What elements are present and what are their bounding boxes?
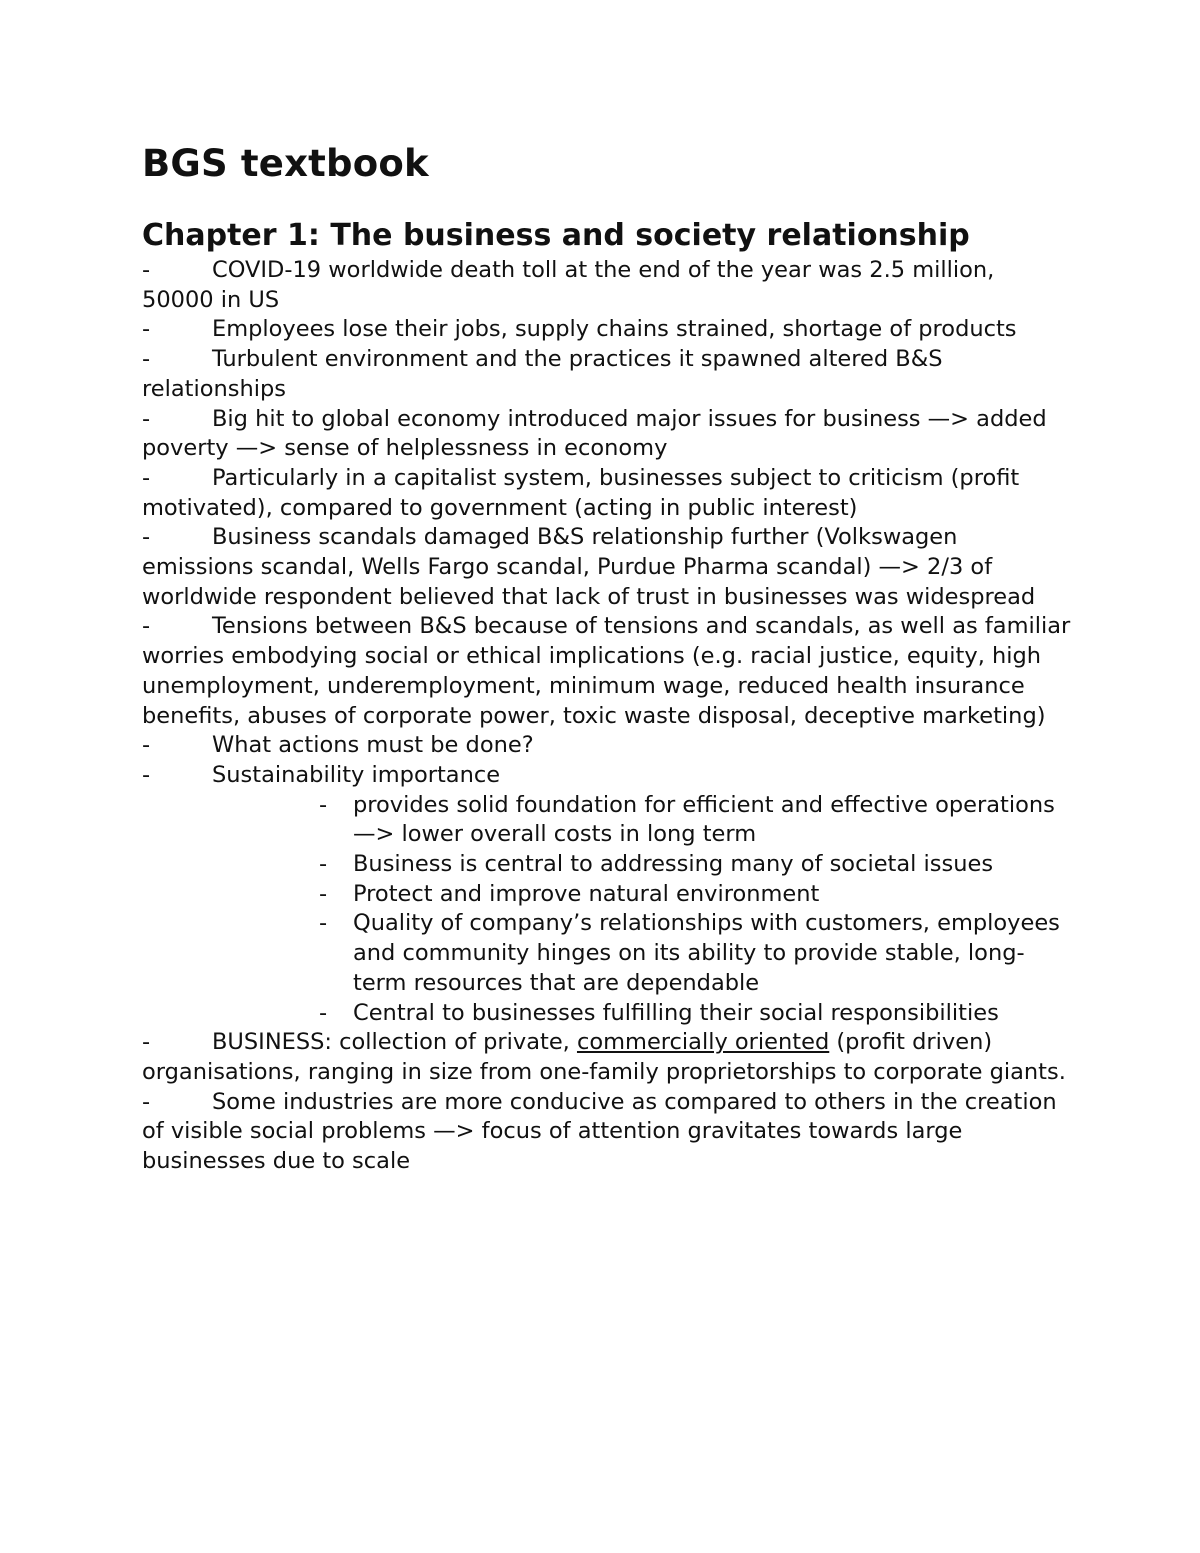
list-item [142,731,1072,761]
bullet-dash: - [142,1088,151,1115]
bullet-dash: - [142,524,151,551]
list-item [142,612,1072,731]
list-item [142,315,1072,345]
sub-bullet-text: provides solid foundation for efficient and effective operations —> lower overall costs in long term [353,791,1055,848]
sub-list-item [319,999,1072,1029]
sub-list-item [319,880,1072,910]
sub-bullet-text: Central to businesses fulfilling their social responsibilities [353,999,999,1026]
list-item [142,761,1072,1028]
sub-list-item [319,791,1072,850]
bullet-dash: - [142,761,151,788]
bullet-text: Turbulent environment and the practices it spawned altered B&S relationships [142,346,943,402]
document-title: BGS textbook [142,142,429,185]
bullet-dash: - [142,732,151,759]
bullet-dash: - [142,405,151,432]
bullet-text: COVID-19 worldwide death toll at the end of the year was 2.5 million, 50000 in US [142,257,995,313]
list-item [142,523,1072,612]
sub-bullet-dash: - [319,880,328,907]
bullet-text: Sustainability importance [212,761,501,788]
bullet-dash: - [142,316,151,343]
sub-bullet-dash: - [319,851,328,878]
bullet-text: Particularly in a capitalist system, businesses subject to criticism (profit motivated), compared to government (acting in public interest) [142,464,1020,521]
sub-bullet-list [142,791,1072,1029]
bullet-dash: - [142,257,151,283]
sub-list-item [319,909,1072,998]
sub-bullet-dash: - [319,791,328,818]
sub-bullet-text: Quality of company’s relationships with customers, employees and community hinges on its ability to provide stable, long-term resources that are dependable [353,910,1060,996]
list-item [142,1088,1072,1177]
sub-list-item [319,850,1072,880]
list-item-business-definition [142,1028,1072,1087]
sub-bullet-dash: - [319,910,328,937]
sub-bullet-dash: - [319,999,328,1026]
bullet-text: Some industries are more conducive as compared to others in the creation of visible social problems —> focus of attention gravitates towards large businesses due to scale [142,1088,1057,1175]
bullet-text: What actions must be done? [212,732,534,759]
bullet-dash: - [142,613,151,640]
document-page [142,140,1072,1177]
bullet-text: Tensions between B&S because of tensions and scandals, as well as familiar worries embodying social or ethical implications (e.g. racial justice, equity, high unemployment, underemployment, minimum wage, reduced health insurance benefits, abuses of corporate power, toxic waste disposal, deceptive marketing) [142,613,1071,729]
bullet-text: Employees lose their jobs, supply chains strained, shortage of products [212,316,1017,343]
bullet-text: Business scandals damaged B&S relationship further (Volkswagen emissions scandal, Wells Fargo scandal, Purdue Pharma scandal) —> 2/3 of worldwide respondent believed that lack of trust in businesses was widespread [142,524,1036,610]
bullet-text: Big hit to global economy introduced major issues for business —> added poverty —> sense of helplessness in economy [142,405,1047,462]
sub-bullet-text: Business is central to addressing many of societal issues [353,851,994,878]
bullet-dash: - [142,464,151,491]
underlined-term: commercially oriented [576,1029,830,1056]
sub-bullet-text: Protect and improve natural environment [353,880,820,907]
business-definition-rest: (profit driven) organisations, ranging in size from one-family proprietorships to corporate giants. [142,1029,1066,1085]
chapter-heading: Chapter 1: The business and society relationship [142,218,970,253]
list-item [142,256,1072,315]
list-item [142,405,1072,464]
list-item [142,345,1072,404]
list-item [142,464,1072,523]
bullet-dash: - [142,346,151,373]
business-definition-text: BUSINESS: collection of private, [212,1029,577,1056]
bullet-dash: - [142,1029,151,1056]
bullet-list [142,256,1072,1177]
